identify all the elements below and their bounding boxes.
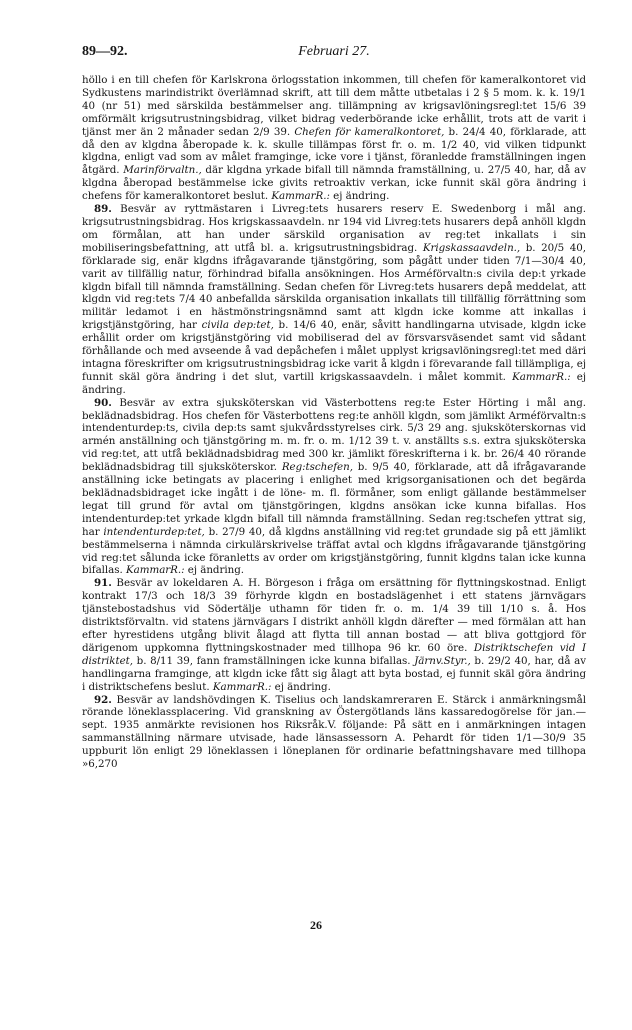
text-segment: b. 29/2 40, har, då av handlingarna framginge, att klgdn icke fått sig ålagt att byta bostad, ej funnit skäl göra ändring i distriktschefens beslut. — [82, 654, 586, 693]
italic-reference: Reg:tschefen, — [281, 461, 353, 474]
text-segment: Besvär av landshövdingen K. Tiselius och landskamreraren E. Stärck i anmärkningsmål rörande löneklassplacering. Vid granskning av Östergötlands läns kassaredogörelse för jan.—sept. 1935 anmärkte revisionen hos Riksråk.V. följande: På sätt en i anmärkningen intagen sammanställning närmare utvisade, hade länsassessorn A. Pehardt för tiden 1/1—30/9 35 uppburit lön enligt 29 löneklassen i löneplanen för ordinarie befattningshavare med tillhopa »6,270 — [82, 693, 586, 771]
text-segment: ej ändring. — [329, 190, 390, 203]
text-segment: b. 8/11 39, fann framställningen icke kunna bifallas. — [132, 654, 415, 667]
paragraph — [82, 203, 586, 397]
italic-reference: Marinförvaltn., — [123, 164, 202, 177]
text-segment: höllo i en till chefen för Karlskrona örlogsstation inkommen, till chefen för kameralkontoret vid Sydkustens marindistrikt överlämnad skrift, att till dem måtte utbetalas i 2 § 5 mom. k. k. 19/1 40 (nr 51) med särskilda bestämmelser ang. tillämpning av krigsavlöningsregl:tet 15/6 39 omförmält krigsutrustningsbidrag, vilket bidrag vederbörande icke erhållit, trots att de varit i tjänst mer än 2 månader sedan 2/9 39. — [82, 74, 586, 138]
italic-reference: civila dep:tet, — [201, 319, 274, 332]
text-segment: Besvär av extra sjuksköterskan vid Västerbottens reg:te Ester Hörting i mål ang. beklädnadsbidrag. Hos chefen för Västerbottens reg:te anhöll klgdn, som jämlikt Arméförvaltn:s intendenturdep:ts, civila dep:ts samt sjukvårdsstyrelses cirk. 5/3 29 ang. sjuksköterskornas vid armén anställning och tjänstgöring m. m. fr. o. m. 1/12 39 t. v. anställts s.s. extra sjuksköterska vid reg:tet, att utfå beklädnadsbidrag med 300 kr. jämlikt föreskrifterna i k. br. 26/4 40 rörande beklädnadsbidrag till sjuksköterskor. — [82, 396, 586, 474]
document-body — [82, 74, 586, 771]
italic-reference: Krigskassaavdeln., — [422, 241, 521, 254]
italic-reference: intendenturdep:tet, — [103, 525, 205, 538]
case-number: 90. — [94, 396, 112, 409]
italic-reference: KammarR.: — [271, 190, 330, 203]
case-number: 89. — [94, 203, 112, 216]
text-segment: ej ändring. — [271, 680, 331, 693]
text-segment: b. 27/9 40, då klgdns anställning vid reg:tet grundade sig på ett jämlikt bestämmelserna i nämnda cirkulärskrivelse träffat avtal och klgdns ifrågavarande tjänstgöring vid reg:tet sålunda icke föranletts av order om krigstjänstgöring, funnit klgdns talan icke kunna bifallas. — [82, 525, 586, 577]
paragraph — [82, 577, 586, 693]
page-header — [82, 44, 586, 68]
italic-reference: KammarR.: — [512, 370, 571, 383]
italic-reference: Chefen för kameralkontoret, — [294, 125, 445, 138]
text-segment: b. 20/5 40, förklarade sig, enär klgdns ifrågavarande tjänstgöring, som pågått under tiden 7/1—30/4 40, varit av tillfällig natur, förhindrad bifalla ansökningen. Hos Arméförvaltn:s civila dep:t yrkade klgdn bifall till nämnda framställning. Sedan chefen för Livreg:tets husarers depå meddelat, att klgdn vid reg:tets 7/4 40 anbefallda särskilda organisation inkallats till tillfällig förrättning som militär ledamot i en hästmönstringsnämnd samt att klgdn icke komme att inkallas i krigstjänstgöring, har — [82, 241, 586, 332]
paragraph — [82, 694, 586, 771]
header-date: Februari 27. — [298, 44, 370, 59]
page-number: 26 — [310, 918, 322, 932]
case-range: 89—92. — [82, 44, 128, 59]
text-segment: b. 24/4 40, förklarade, att då den av klgdna åberopade k. k. skulle tillämpas först fr. o. m. 1/2 40, vid vilken tidpunkt klgdna, enligt vad som av målet framginge, icke vore i tjänst, föranledde framställningen ingen åtgärd. — [82, 125, 586, 177]
text-segment: ej ändring. — [184, 564, 244, 577]
text-segment: ej ändring. — [82, 370, 586, 396]
italic-reference: KammarR.: — [126, 564, 185, 577]
case-number: 92. — [94, 693, 112, 706]
text-segment: Besvär av lokeldaren A. H. Börgeson i fråga om ersättning för flyttningskostnad. Enligt kontrakt 17/3 och 18/3 39 förhyrde klgdn en bostadslägenhet i ett statens järnvägars tjänstebostadshus vid Södertälje uthamn för tiden fr. o. m. 1/4 39 till 1/10 s. å. Hos distriktsförvaltn. vid statens järnvägars I distrikt anhöll klgdn därefter — med förmälan att han efter hyrestidens utgång blivit ålagd att flytta till annan bostad — att bliva gottgjord för därigenom uppkomna flyttningskostnader med tillhopa 96 kr. 60 öre. — [82, 577, 586, 654]
italic-reference: Distriktschefen vid I distriktet, — [82, 641, 586, 667]
paragraph — [82, 74, 586, 203]
text-segment: Besvär av ryttmästaren i Livreg:tets husarers reserv E. Swedenborg i mål ang. krigsutrustningsbidrag. Hos krigskassaavdeln. nr 194 vid Livreg:tets husarers depå anhöll klgdn om förmålan, att han under särskild organisation av reg:tet inkallats i sin mobiliseringsbefattning, att utfå bl. a. krigsutrustningsbidrag. — [82, 203, 586, 254]
text-segment: b. 9/5 40, förklarade, att då ifrågavarande anställning icke betingats av placering i enlighet med krigsorganisationen och det begärda beklädnadsbidraget icke ingått i de löne- m. fl. förmåner, som enligt gällande bestämmelser legat till grund för avtal om tjänstgöringen, klgdns ansökan icke kunna bifallas. Hos intendenturdep:tet yrkade klgdn bifall till nämnda framställning. Sedan reg:tschefen yttrat sig, har — [82, 461, 586, 538]
text-segment: b. 14/6 40, enär, såvitt handlingarna utvisade, klgdn icke erhållit order om krigstjänstgöring vid mobiliserad del av försvarsväsendet samt vid sådant förhållande och med avseende å vad depåchefen i målet upplyst krigsavlöningsregl:tet med däri intagna föreskrifter om krigsutrustningsbidrag icke varit å klgdn i förevarande fall tillämpliga, ej funnit skäl göra ändring i det slut, vartill krigskassaavdeln. i målet kommit. — [82, 319, 586, 383]
italic-reference: Järnv.Styr., — [414, 654, 471, 667]
italic-reference: KammarR.: — [212, 680, 272, 693]
text-segment: där klgdna yrkade bifall till nämnda framställning, u. 27/5 40, har, då av klgdna åberopad bestämmelse icke givits retroaktiv verkan, icke funnit skäl göra ändring i chefens för kameralkontoret beslut. — [82, 164, 586, 203]
case-number: 91. — [94, 577, 112, 590]
paragraph — [82, 397, 586, 578]
